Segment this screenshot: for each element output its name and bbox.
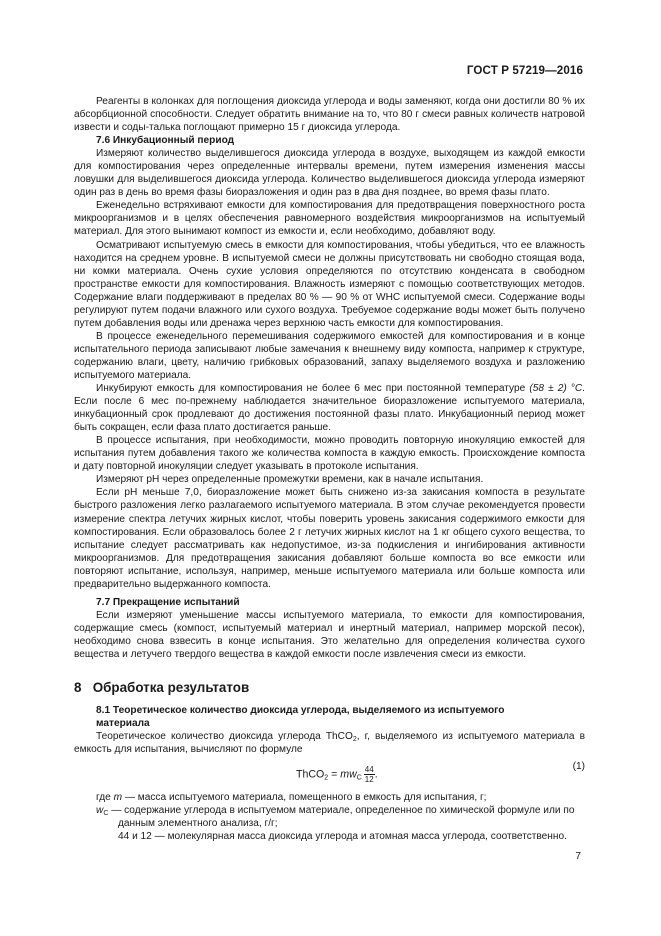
section-heading-7-7: 7.7 Прекращение испытаний	[96, 596, 240, 608]
heading-8-1-line-2: материала	[96, 718, 150, 730]
definition-m	[74, 791, 585, 804]
section-8-title: Обработка результатов	[92, 680, 250, 696]
symbol-w-subscript: C	[103, 810, 109, 818]
section-8-number: 8	[74, 680, 82, 696]
paragraph-weekly-shake: Еженедельно встряхивают емкости для компостирования для предотвращения поверхностного роста микроорганизмов и в целях обеспечения равномерного воздействия микроорганизмов на испытуемый материал. Для этого вынимают компост из емкости и, если необходимо, добавляют воду.	[74, 200, 585, 238]
paragraph-termination: Если измеряют уменьшение массы испытуемого материала, то емкости для компостирования, содержащие смесь (компост, испытуемый материал и инертный материал, например морской песок), необходимо снова взвесить в конце испытания. Это желательно для определения количества сухого вещества и летучего твердого вещества в каждой емкости после извлечения смеси из емкости.	[74, 609, 585, 660]
paragraph-incubation-time	[74, 382, 585, 434]
symbol-m: m	[113, 792, 123, 804]
paragraph-theoretical-co2	[74, 730, 585, 756]
theoretical-text-a: Теоретическое количество диоксида углерода ThCO	[96, 731, 353, 743]
definition-numbers	[74, 830, 585, 843]
formula-equals: =	[328, 768, 341, 781]
formula-fraction	[364, 765, 375, 784]
paragraph-measure-co2: Измеряют количество выделившегося диоксида углерода в воздухе, выходящем из каждой емкости для компостирования через определенные интервалы времени, путем измерения изменения массы ловушки для выделившегося диоксида углерода. Количество выделившегося диоксида углерода измеряют один раз в день во время фазы биоразложения и один раз в два дня позднее, во время фазы плато.	[74, 148, 585, 199]
theoretical-subscript: 2	[352, 736, 357, 744]
section-heading-8	[74, 680, 585, 696]
paragraph-ph-measure: Измеряют pH через определенные промежутки времени, как в начале испытания.	[96, 474, 484, 486]
incubation-temperature: (58 ± 2) °С	[529, 383, 583, 395]
paragraph-reinoculation: В процессе испытания, при необходимости, можно проводить повторную инокуляцию емкостей для испытания путем добавления такого же количества компоста в каждую емкость. Происхождение компоста и дату повторной инокуляции следует указывать в протоколе испытания.	[74, 435, 585, 473]
formula-denominator: 12	[364, 775, 374, 785]
symbol-44-12: 44 и 12	[118, 831, 152, 843]
formula-1	[74, 759, 585, 789]
formula-numerator: 44	[364, 765, 374, 775]
section-heading-8-1	[74, 704, 585, 730]
paragraph-reagents: Реагенты в колонках для поглощения диоксида углерода и воды заменяют, когда они достигли 80 % их абсорбционной способности. Следует обратить внимание на то, что 80 г смеси равных количеств натровой извести и соды-талька поглощают примерно 15 г диоксида углерода.	[74, 96, 585, 134]
definition-numbers-text: — молекулярная масса диоксида углерода и атомная масса углерода, соответственно.	[151, 831, 567, 843]
paragraph-ph-low: Если pH меньше 7,0, биоразложение может быть снижено из-за закисания компоста в результате быстрого разложения легко разлагаемого испытуемого материала. В этом случае рекомендуется провести измерение спектра летучих жирных кислот, чтобы поверить уровень закисания содержимого емкости для компостирования. Если образовалось более 2 г летучих жирных кислот на 1 кг общего сухого вещества, то испытание следует рассматривать как недопустимое, из-за подкисления и ингибирования активности микроорганизмов. Для предотвращения закисания добавляют больше компоста во все емкости или повторяют испытание, используя, например, меньше испытуемого материала или больше компоста или предварительно выдержанного компоста.	[74, 487, 585, 590]
symbol-w: w	[96, 805, 104, 817]
standard-header: ГОСТ Р 57219—2016	[466, 64, 583, 77]
paragraph-inspect-moisture: Осматривают испытуемую смесь в емкости для компостирования, чтобы убедиться, что ее влажность находится на среднем уровне. В испытуемой смеси не должны присутствовать ни свободно стоящая вода, ни комки материала. Очень сухие условия определяются по отсутствию конденсата в свободном пространстве емкости для компостирования. Влажность измеряют с помощью соответствующих методов. Содержание влаги поддерживают в пределах 80 % — 90 % от WHC испытуемой смеси. Содержание воды регулируют путем подачи влажного или сухого воздуха. Требуемое содержание воды может быть получено путем добавления воды или дренажа через верхнюю часть емкости для компостирования.	[74, 239, 585, 329]
formula-expression	[296, 765, 378, 784]
definition-m-text: — масса испытуемого материала, помещенного в емкость для испытания, г;	[122, 792, 487, 804]
document-body	[74, 95, 585, 843]
formula-mw: mw	[340, 768, 357, 781]
section-heading-7-6: 7.6 Инкубационный период	[96, 135, 235, 147]
theoretical-text-b: , г, выделяемого из испытуемого материала в емкость для испытания, вычисляют по формуле	[74, 731, 585, 756]
formula-number: (1)	[572, 761, 585, 773]
definition-wc-text-b: данным элементного анализа, г/г;	[118, 818, 278, 830]
definition-wc	[74, 804, 585, 830]
definition-wc-text-a: — содержание углерода в испытуемом материале, определенное по химической формуле или по	[108, 805, 575, 817]
incubation-text-a: Инкубируют емкость для компостирования не более 6 мес при постоянной температуре	[96, 383, 530, 395]
formula-period: .	[374, 768, 378, 781]
paragraph-weekly-mixing: В процессе еженедельного перемешивания содержимого емкостей для компостирования и в конце испытательного периода записывают любые замечания к внешнему виду компоста, например к структуре, содержанию влаги, цвету, наличию грибковых образований, запаху выделяемого воздуха и разложению испытуемого материала.	[74, 330, 585, 381]
where-prefix: где	[96, 792, 114, 804]
formula-w-subscript: C	[356, 774, 362, 782]
formula-lhs-subscript: 2	[324, 774, 329, 782]
formula-lhs: ThCO	[296, 768, 325, 781]
page-number: 7	[575, 851, 581, 862]
incubation-text-b: . Если после 6 мес по-прежнему наблюдается значительное биоразложение испытуемого материала, инкубационный срок продлевают до достижения постоянной фазы плато. Инкубационный период может быть сокращен, если фаза плато достигается раньше.	[74, 383, 585, 434]
heading-8-1-line-1: 8.1 Теоретическое количество диоксида углерода, выделяемого из испытуемого	[96, 705, 505, 717]
